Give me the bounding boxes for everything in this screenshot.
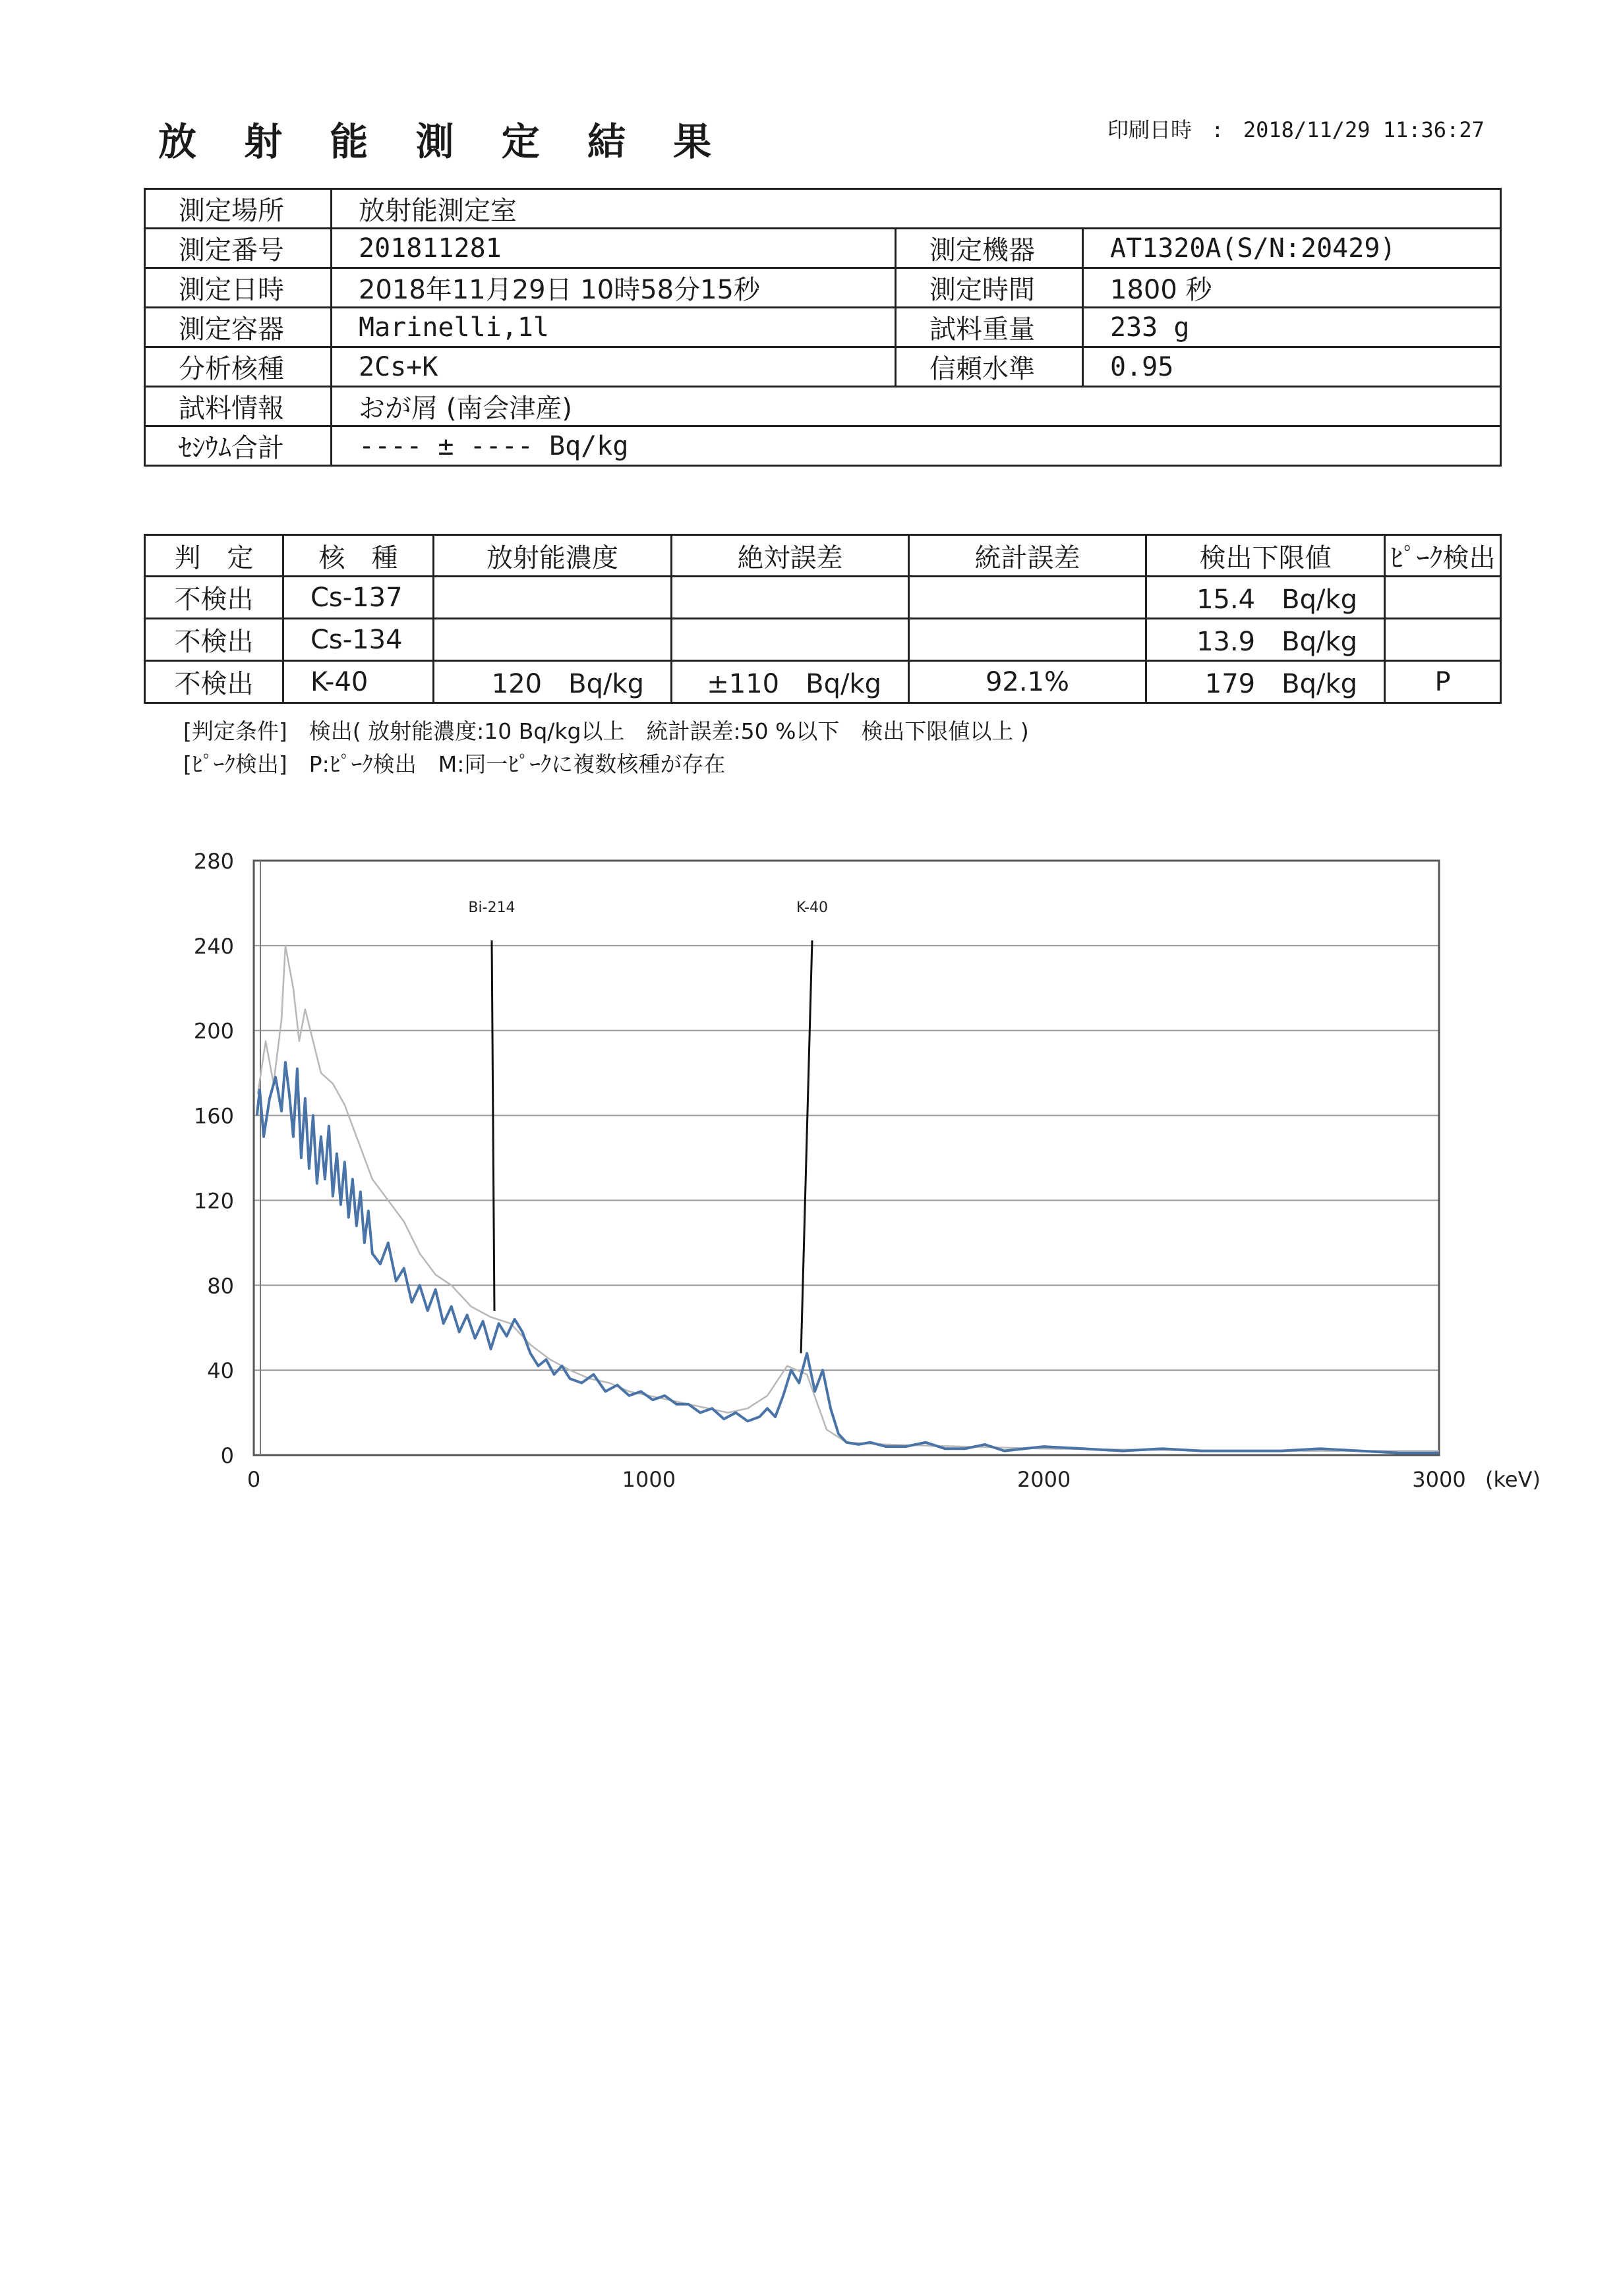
print-separator: : bbox=[1211, 117, 1224, 142]
y-tick-label: 40 bbox=[207, 1358, 234, 1384]
annotation-label: Bi-214 bbox=[468, 900, 515, 916]
plot-border bbox=[254, 861, 1439, 1455]
date-label: 測定日時 bbox=[145, 268, 332, 308]
weight-value: 233 g bbox=[1083, 308, 1501, 347]
y-axis-ticks bbox=[194, 849, 234, 1468]
header-judge: 判 定 bbox=[145, 535, 283, 577]
statistical-error-cell: 92.1% bbox=[909, 661, 1146, 703]
time-label: 測定時間 bbox=[896, 268, 1083, 308]
y-tick-label: 240 bbox=[193, 933, 234, 959]
print-value: 2018/11/29 11:36:27 bbox=[1243, 117, 1485, 142]
chart-grid bbox=[254, 861, 1439, 1455]
detection-limit-cell: 13.9 Bq/kg bbox=[1146, 619, 1385, 661]
number-label: 測定番号 bbox=[145, 229, 332, 268]
x-axis-label: (keV) bbox=[1485, 1467, 1541, 1492]
device-label: 測定機器 bbox=[896, 229, 1083, 268]
nuclide-cell: Cs-137 bbox=[283, 577, 434, 619]
place-value: 放射能測定室 bbox=[332, 189, 1501, 229]
x-tick-label: 3000 bbox=[1412, 1467, 1466, 1492]
judge-cell: 不検出 bbox=[145, 661, 283, 703]
container-label: 測定容器 bbox=[145, 308, 332, 347]
container-value: Marinelli,1l bbox=[332, 308, 896, 347]
detection-limit-cell: 15.4 Bq/kg bbox=[1146, 577, 1385, 619]
header-detection-limit: 検出下限値 bbox=[1146, 535, 1385, 577]
confidence-value: 0.95 bbox=[1083, 347, 1501, 387]
judge-cell: 不検出 bbox=[145, 577, 283, 619]
cesium-label: ｾｼｳﾑ合計 bbox=[145, 426, 332, 466]
absolute-error-cell: ±110 Bq/kg bbox=[672, 661, 909, 703]
y-tick-label: 80 bbox=[207, 1273, 234, 1299]
annotation-pointer bbox=[492, 940, 494, 1311]
detection-limit-cell: 179 Bq/kg bbox=[1146, 661, 1385, 703]
nuclide-value: 2Cs+K bbox=[332, 347, 896, 387]
x-tick-label: 2000 bbox=[1016, 1467, 1071, 1492]
nuclide-label: 分析核種 bbox=[145, 347, 332, 387]
page-title: 放 射 能 測 定 結 果 bbox=[158, 119, 729, 164]
time-value: 1800 秒 bbox=[1083, 268, 1501, 308]
background-spectrum-line bbox=[258, 946, 1439, 1451]
cesium-value: ---- ± ---- Bq/kg bbox=[332, 426, 1501, 466]
weight-label: 試料重量 bbox=[896, 308, 1083, 347]
confidence-label: 信頼水準 bbox=[896, 347, 1083, 387]
x-axis-ticks bbox=[247, 1467, 1466, 1492]
y-tick-label: 0 bbox=[220, 1443, 234, 1468]
judgement-criteria-note: [判定条件] 検出( 放射能濃度:10 Bq/kg以上 統計誤差:50 %以下 検出下限値以上 ) bbox=[183, 718, 1029, 744]
place-label: 測定場所 bbox=[145, 189, 332, 229]
y-tick-label: 280 bbox=[193, 849, 234, 874]
chart-series bbox=[257, 946, 1439, 1453]
judge-cell: 不検出 bbox=[145, 619, 283, 661]
sample-spectrum-line bbox=[257, 1062, 1439, 1453]
annotation-pointer bbox=[801, 940, 812, 1353]
y-tick-label: 120 bbox=[193, 1188, 234, 1214]
header-nuclide: 核 種 bbox=[283, 535, 434, 577]
header-statistical-error: 統計誤差 bbox=[909, 535, 1146, 577]
print-label: 印刷日時 bbox=[1107, 117, 1192, 142]
date-value: 2018年11月29日 10時58分15秒 bbox=[332, 268, 896, 308]
annotation-label: K-40 bbox=[796, 900, 829, 916]
nuclide-cell: K-40 bbox=[283, 661, 434, 703]
y-tick-label: 160 bbox=[193, 1103, 234, 1129]
y-tick-label: 200 bbox=[193, 1018, 234, 1044]
concentration-cell: 120 Bq/kg bbox=[434, 661, 672, 703]
device-value: AT1320A(S/N:20429) bbox=[1083, 229, 1501, 268]
sample-value: おが屑 (南会津産) bbox=[332, 387, 1501, 426]
nuclide-cell: Cs-134 bbox=[283, 619, 434, 661]
header-absolute-error: 絶対誤差 bbox=[672, 535, 909, 577]
header-peak-detection: ﾋﾟｰｸ検出 bbox=[1385, 535, 1501, 577]
peak-detection-note: [ﾋﾟｰｸ検出] P:ﾋﾟｰｸ検出 M:同一ﾋﾟｰｸに複数核種が存在 bbox=[183, 751, 726, 777]
header-concentration: 放射能濃度 bbox=[434, 535, 672, 577]
x-tick-label: 1000 bbox=[622, 1467, 676, 1492]
chart-frame bbox=[254, 861, 1439, 1455]
number-value: 201811281 bbox=[332, 229, 896, 268]
peak-cell: P bbox=[1385, 661, 1501, 703]
x-tick-label: 0 bbox=[247, 1467, 261, 1492]
sample-label: 試料情報 bbox=[145, 387, 332, 426]
